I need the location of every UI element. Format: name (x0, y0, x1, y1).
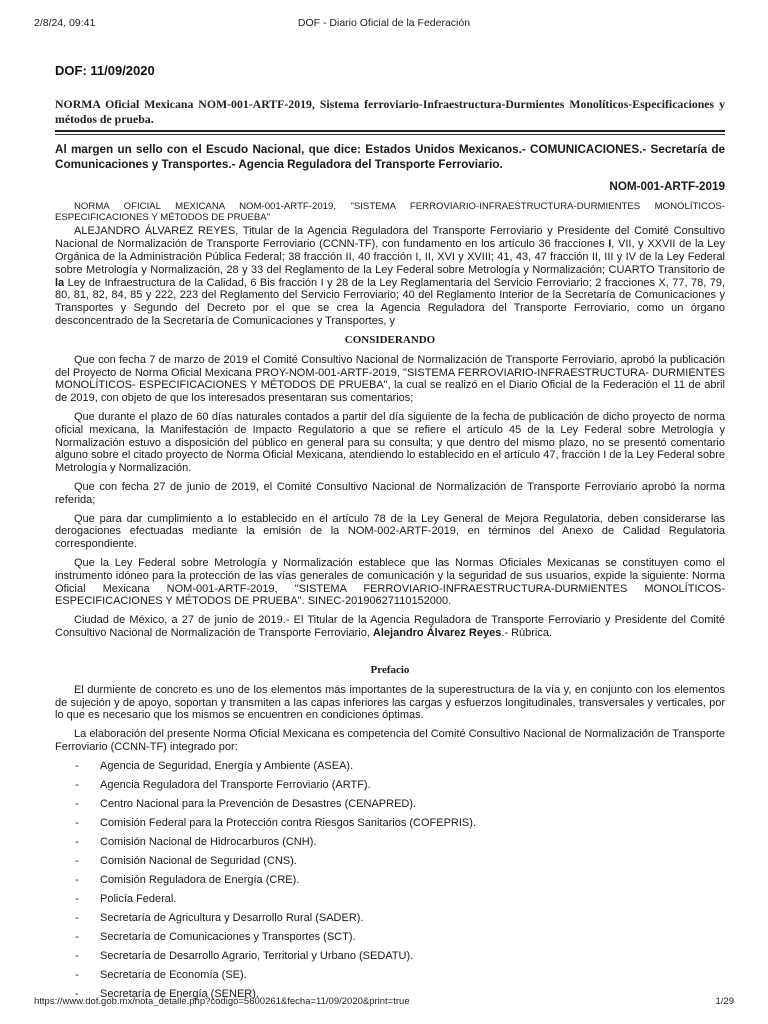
organization-name: Policía Federal. (100, 892, 177, 905)
norm-heading: NORMA OFICIAL MEXICANA NOM-001-ARTF-2019, "SISTEMA FERROVIARIO-INFRAESTRUCTURA-DURMIENTES MONOLÍTICOS-ESPECIFICACIONES Y MÉTODOS DE PRUEBA" (55, 201, 725, 224)
list-item (55, 760, 725, 773)
organization-name: Secretaría de Energía (SENER). (100, 987, 259, 1000)
organization-name: Comisión Nacional de Seguridad (CNS). (100, 854, 297, 867)
page-url-link[interactable]: https://www.dof.gob.mx/nota_detalle.php?codigo=5600261&fecha=11/09/2020&print=true (34, 996, 410, 1007)
list-marker: - (75, 816, 79, 829)
intro-bold-2: la (55, 276, 65, 289)
intro-rest: Ley de Infraestructura de la Calidad, 6 Bis fracción I y 28 de la Ley Reglamentaria del Servicio Ferroviario; 2 fracciones X, 77, 78, 79, 80, 81, 82, 84, 85 y 222, 223 del Reglamento del Servicio Ferroviario; 40 del Reglamento Interior de la Secretaría de Comunicaciones y Transportes y Segundo del Decreto por el que se crea la Agencia Reguladora del Transporte Ferroviario, como un órgano desconcentrado de la Secretaría de Comunicaciones y Transportes, y (55, 276, 725, 327)
prefacio-heading: Prefacio (370, 663, 410, 676)
list-marker: - (75, 892, 79, 905)
dof-date: DOF: 11/09/2020 (55, 63, 155, 78)
organization-name: Secretaría de Desarrollo Agrario, Territorial y Urbano (SEDATU). (100, 949, 414, 962)
print-footer (0, 996, 768, 1010)
organization-name: Secretaría de Agricultura y Desarrollo Rural (SADER). (100, 911, 364, 924)
list-item (55, 836, 725, 849)
organization-list (55, 760, 725, 1001)
list-marker: - (75, 873, 79, 886)
organization-name: Comisión Reguladora de Energía (CRE). (100, 873, 300, 886)
list-marker: - (75, 759, 79, 772)
considerando-paragraph: Que la Ley Federal sobre Metrología y Normalización establece que las Normas Oficiales Mexicanas se constituyen como el instrumento idóneo para la protección de las vías generales de comunicación y la seguridad de sus usuarios, expide la siguiente: Norma Oficial Mexicana NOM-001-ARTF-2019, "SISTEMA FERROVIARIO-INFRAESTRUCTURA-DURMIENTES MONOLÍTICOS-ESPECIFICACIONES Y MÉTODOS DE PRUEBA". SINEC-20190627110152000. (55, 556, 725, 608)
list-marker: - (75, 778, 79, 791)
list-marker: - (75, 911, 79, 924)
considerando-paragraph: Que con fecha 27 de junio de 2019, el Comité Consultivo Nacional de Normalización de Transporte Ferroviario aprobó la norma referida; (55, 480, 725, 506)
considerando-paragraph: Que con fecha 7 de marzo de 2019 el Comité Consultivo Nacional de Normalización de Transporte Ferroviario, aprobó la publicación del Proyecto de Norma Oficial Mexicana PROY-NOM-001-ARTF-2019, "SISTEMA FERROVIARIO-INFRAESTRUCTURA- DURMIENTES MONOLÍTICOS- ESPECIFICACIONES Y MÉTODOS DE PRUEBA", la cual se realizó en el Diario Oficial de la Federación el 11 de abril de 2019, con objeto de que los interesados presentaran sus comentarios; (55, 353, 725, 405)
print-header (0, 17, 768, 31)
list-item (55, 817, 725, 830)
norm-code: NOM-001-ARTF-2019 (609, 180, 725, 193)
print-datetime: 2/8/24, 09:41 (34, 17, 96, 29)
considerando-heading: CONSIDERANDO (344, 333, 436, 346)
organization-name: Agencia Reguladora del Transporte Ferroviario (ARTF). (100, 778, 371, 791)
print-site-title: DOF - Diario Oficial de la Federación (297, 17, 471, 29)
seal-text: Al margen un sello con el Escudo Nacional, que dice: Estados Unidos Mexicanos.- COMUNICACIONES.- Secretaría de Comunicaciones y Transportes.- Agencia Reguladora del Transporte Ferroviario. (55, 143, 725, 171)
signature-name: Alejandro Álvarez Reyes (372, 626, 502, 639)
organization-name: Secretaría de Comunicaciones y Transportes (SCT). (100, 930, 356, 943)
signature-paragraph (55, 614, 725, 640)
list-item (55, 912, 725, 925)
page-number: 1/29 (715, 996, 734, 1007)
list-item (55, 855, 725, 868)
intro-sep-1: , VII, y XXVII de la Ley Orgánica de la Administración Pública Federal; 38 fracción II, 40 fracción I, II, XVI y XVIII; 41, 43, 47 fracción II, III y IV de la Ley Federal sobre Metrología y Normalización, 28 y 33 del Reglamento de la Ley Federal sobre Metrología y Normalización; CUARTO Transitorio de (55, 238, 725, 276)
organization-name: Comisión Federal para la Protección contra Riesgos Sanitarios (COFEPRIS). (100, 816, 476, 829)
signature-tail: .- Rúbrica. (501, 626, 553, 639)
intro-paragraph (55, 225, 725, 327)
list-item (55, 931, 725, 944)
list-marker: - (75, 854, 79, 867)
signature-lead: Ciudad de México, a 27 de junio de 2019.- El Titular de la Agencia Reguladora de Transporte Ferroviario y Presidente del Comité Consultivo Nacional de Normalización de Transporte Ferroviario, (55, 614, 725, 639)
list-marker: - (75, 987, 79, 1000)
list-item (55, 798, 725, 811)
prefacio-paragraph: La elaboración del presente Norma Oficial Mexicana es competencia del Comité Consultivo Nacional de Normalización de Transporte Ferroviario (CCNN-TF) integrado por: (55, 728, 725, 753)
document-body (55, 63, 725, 1007)
list-marker: - (75, 797, 79, 810)
list-item (55, 874, 725, 887)
list-marker: - (75, 949, 79, 962)
considerando-paragraph: Que durante el plazo de 60 días naturales contados a partir del día siguiente de la fecha de publicación de dicho proyecto de norma oficial mexicana, la Manifestación de Impacto Regulatorio a que se refiere el artículo 45 de la Ley Federal sobre Metrología y Normalización estuvo a disposición del público en general para su consulta; y que dentro del mismo plazo, no se presentó comentario alguno sobre el citado proyecto de Norma Oficial Mexicana, atendiendo lo establecido en el artículo 47, fracción I de la Ley Federal sobre Metrología y Normalización. (55, 410, 725, 475)
title-rule-thick (55, 130, 725, 132)
organization-name: Centro Nacional para la Prevención de Desastres (CENAPRED). (100, 797, 417, 810)
intro-lead: ALEJANDRO ÁLVAREZ REYES, Titular de la Agencia Reguladora del Transporte Ferroviario y Presidente del Comité Consultivo Nacional de Normalización de Transporte Ferroviario (CCNN-TF), con fundamento en los artículo 36 fracciones (55, 225, 725, 251)
organization-name: Agencia de Seguridad, Energía y Ambiente (ASEA). (100, 759, 354, 772)
considerando-paragraph: Que para dar cumplimiento a lo establecido en el artículo 78 de la Ley General de Mejora Regulatoria, deben considerarse las derogaciones efectuadas mediante la emisión de la NOM-002-ARTF-2019, en términos del Anexo de Calidad Regulatoria correspondiente. (55, 512, 725, 551)
list-marker: - (75, 968, 79, 981)
organization-name: Comisión Nacional de Hidrocarburos (CNH). (100, 835, 317, 848)
intro-bold-1: I (608, 238, 612, 251)
title-rule-thin (55, 134, 725, 135)
norm-title: NORMA Oficial Mexicana NOM-001-ARTF-2019, Sistema ferroviario-Infraestructura-Durmientes Monolíticos-Especificaciones y métodos de prueba. (55, 97, 725, 126)
prefacio-paragraph: El durmiente de concreto es uno de los elementos más importantes de la superestructura de la vía y, en conjunto con los elementos de sujeción y de apoyo, soportan y transmiten a las capas inferiores las cargas y esfuerzos longitudinales, transversales y verticales, por lo que es necesario que los mismos se encuentren en condiciones óptimas. (55, 683, 725, 722)
list-marker: - (75, 930, 79, 943)
list-item (55, 893, 725, 906)
list-item (55, 779, 725, 792)
list-marker: - (75, 835, 79, 848)
list-item (55, 969, 725, 982)
organization-name: Secretaría de Economía (SE). (100, 968, 247, 981)
list-item (55, 950, 725, 963)
